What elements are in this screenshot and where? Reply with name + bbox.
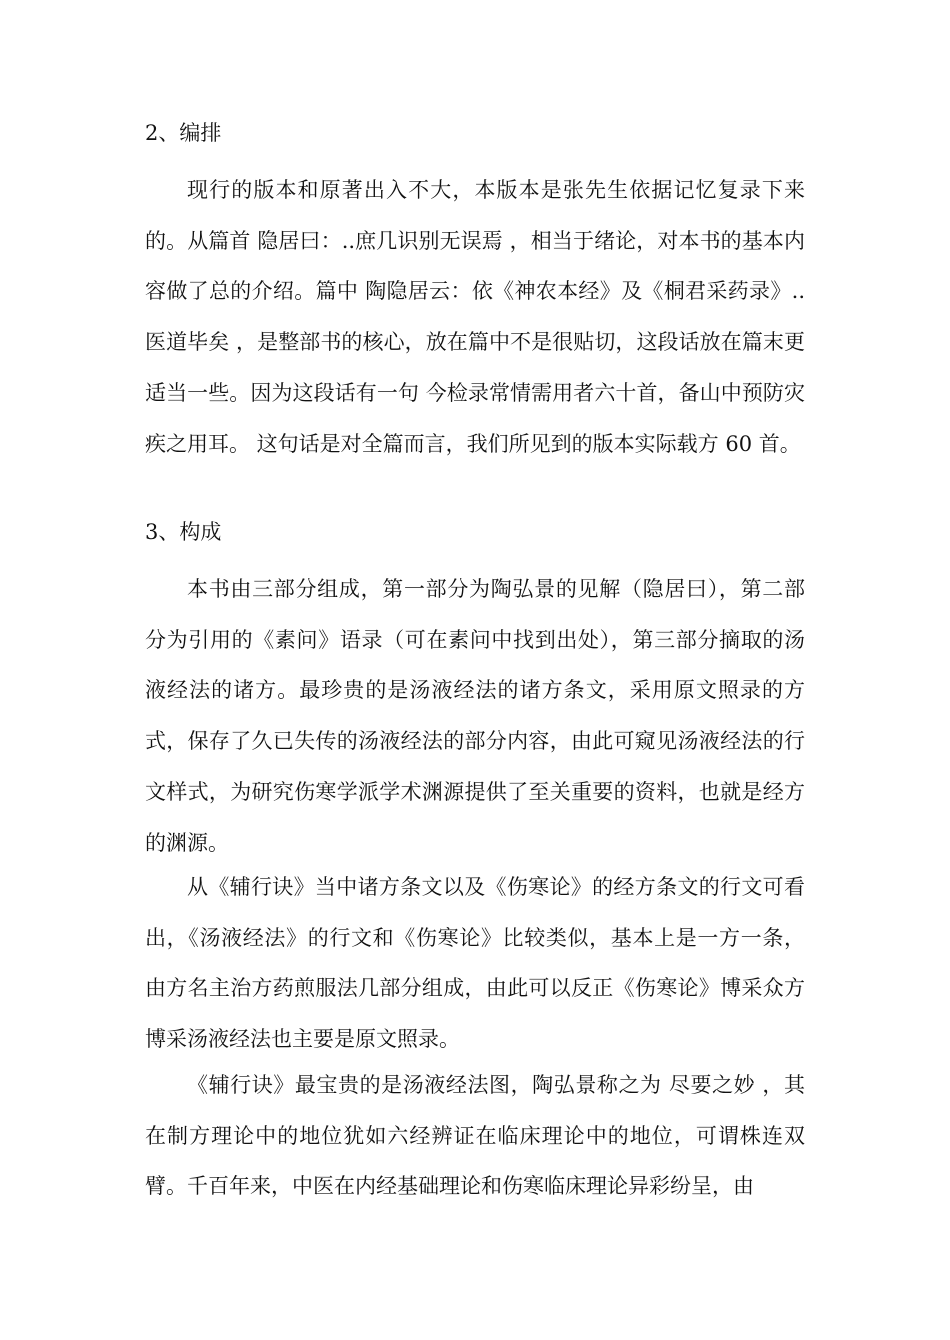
paragraph-comparison: 从《辅行诀》当中诸方条文以及《伤寒论》的经方条文的行文可看出，《汤液经法》的行文和《伤寒论》比较类似，基本上是一方一条，由方名主治方药煎服法几部分组成，由此可以反正《伤寒论》博采众方博采汤液经法也主要是原文照录。 [145, 875, 805, 1052]
paragraph-composition: 本书由三部分组成，第一部分为陶弘景的见解（隐居曰），第二部分为引用的《素问》语录（可在素问中找到出处），第三部分摘取的汤液经法的诸方。最珍贵的是汤液经法的诸方条文，采用原文照录的方式，保存了久已失传的汤液经法的部分内容，由此可窥见汤液经法的行文样式，为研究伤寒学派学术渊源提供了至关重要的资料，也就是经方的渊源。 [145, 577, 805, 855]
section-heading-3: 3、构成 [145, 520, 222, 544]
section-heading-2: 2、编排 [145, 121, 222, 145]
paragraph-arrangement: 现行的版本和原著出入不大，本版本是张先生依据记忆复录下来的。从篇首 隐居曰：..庶几识别无误焉 ，相当于绪论，对本书的基本内容做了总的介绍。篇中 陶隐居云：依《神农本经》及《桐君采药录》..医道毕矣 ，是整部书的核心，放在篇中不是很贴切，这段话放在篇末更适当一些。因为这段话有一句 今检录常情需用者六十首，备山中预防灾疾之用耳。 这句话是对全篇而言，我们所见到的版本实际载方 60 首。 [145, 178, 805, 456]
paragraph-diagram: 《辅行诀》最宝贵的是汤液经法图，陶弘景称之为 尽要之妙 ，其在制方理论中的地位犹如六经辨证在临床理论中的地位，可谓株连双臂。千百年来，中医在内经基础理论和伤寒临床理论异彩纷呈，由 [145, 1073, 805, 1199]
